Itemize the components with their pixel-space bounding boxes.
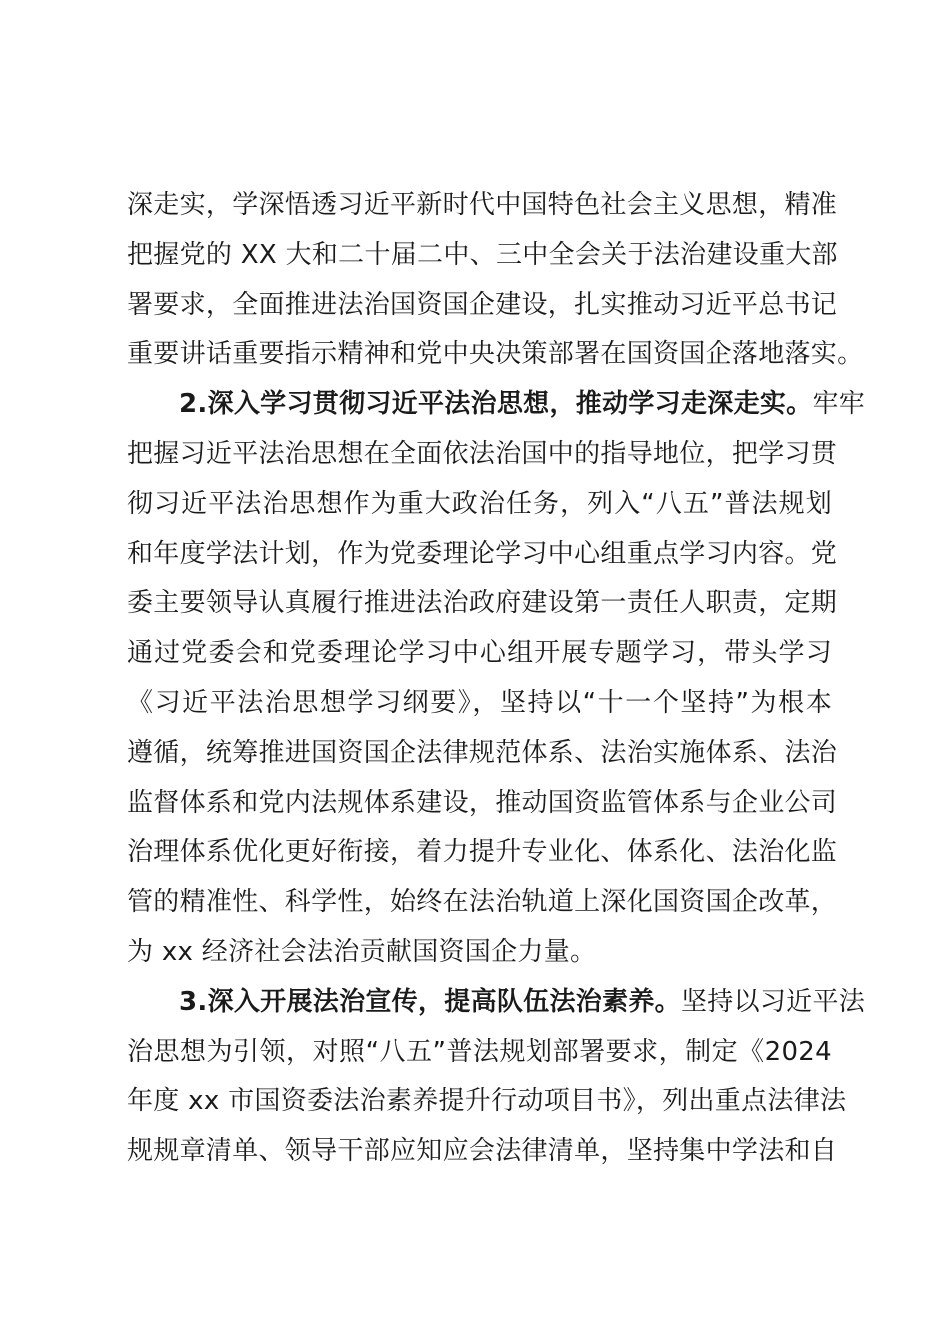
text-line bbox=[127, 978, 866, 1028]
text-line: 委主要领导认真履行推进法治政府建设第一责任人职责，定期 bbox=[127, 588, 838, 619]
text-line: 规规章清单、领导干部应知应会法律清单，坚持集中学法和自 bbox=[127, 1136, 838, 1167]
paragraph-2 bbox=[127, 380, 866, 978]
text-line: 彻习近平法治思想作为重大政治任务，列入“八五”普法规划 bbox=[127, 488, 832, 519]
text-line bbox=[127, 380, 866, 430]
text-line: 监督体系和党内法规体系建设，推动国资监管体系与企业公司 bbox=[127, 787, 838, 818]
text-line: 为 xx 经济社会法治贡献国资国企力量。 bbox=[127, 936, 597, 967]
text-line: 治理体系优化更好衔接，着力提升专业化、体系化、法治化监 bbox=[127, 837, 838, 868]
text-line: 和年度学法计划，作为党委理论学习中心组重点学习内容。党 bbox=[127, 538, 838, 569]
text-line: 管的精准性、科学性，始终在法治轨道上深化国资国企改革， bbox=[127, 887, 838, 918]
text-line: 深走实，学深悟透习近平新时代中国特色社会主义思想，精准 bbox=[127, 190, 838, 220]
paragraph-1 bbox=[127, 181, 864, 380]
text-line: 通过党委会和党委理论学习中心组开展专题学习，带头学习 bbox=[127, 638, 832, 669]
text-line: 遵循，统筹推进国资国企法律规范体系、法治实施体系、法治 bbox=[127, 737, 838, 768]
paragraph-3 bbox=[127, 978, 866, 1177]
text-run: 坚持以习近平法 bbox=[680, 986, 866, 1017]
section-heading: 2.深入学习贯彻习近平法治思想，推动学习走深走实。 bbox=[179, 389, 813, 420]
text-line: 《习近平法治思想学习纲要》，坚持以“十一个坚持”为根本 bbox=[127, 687, 832, 718]
section-heading: 3.深入开展法治宣传，提高队伍法治素养。 bbox=[179, 986, 681, 1017]
text-line: 把握习近平法治思想在全面依法治国中的指导地位，把学习贯 bbox=[127, 438, 838, 469]
document-body bbox=[127, 181, 866, 1177]
text-line: 年度 xx 市国资委法治素养提升行动项目书》，列出重点法律法 bbox=[127, 1086, 847, 1117]
text-line: 重要讲话重要指示精神和党中央决策部署在国资国企落地落实。 bbox=[127, 339, 864, 370]
text-line: 署要求，全面推进法治国资国企建设，扎实推动习近平总书记 bbox=[127, 289, 838, 320]
text-line: 把握党的 XX 大和二十届二中、三中全会关于法治建设重大部 bbox=[127, 239, 838, 270]
text-run: 牢牢 bbox=[812, 389, 866, 420]
text-line: 治思想为引领，对照“八五”普法规划部署要求，制定《2024 bbox=[127, 1036, 832, 1067]
